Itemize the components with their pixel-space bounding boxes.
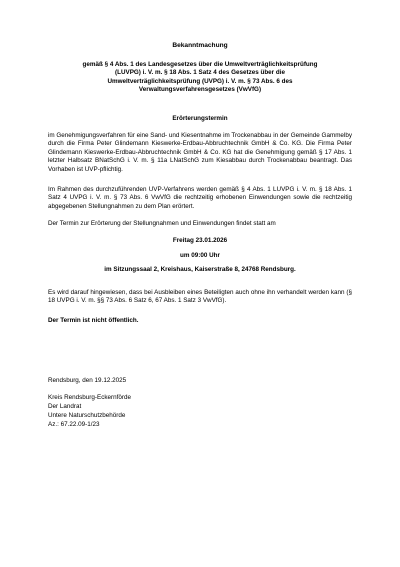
appointment-date: Freitag 23.01.2026 xyxy=(172,236,228,244)
reference-number: Az.: 67.22.09-1/23 xyxy=(48,421,100,429)
legal-basis-line: (LUVPG) i. V. m. § 18 Abs. 1 Satz 4 des Gesetzes über die xyxy=(115,69,285,77)
legal-basis-line: Umweltverträglichkeitsprüfung (UVPG) i. V. m. § 73 Abs. 6 des xyxy=(107,77,293,85)
paragraph-procedure: im Genehmigungsverfahren für eine Sand- und Kiesentnahme im Trockenabbau in der Gemeinde Gammelby durch die Firma Peter Glindemann Kieswerke-Erdbau-Abbruchtechnik GmbH & Co. KG. Die Firma Peter Glindemann Kieswerke-Erdbau-Abbruchtechnik GmbH & Co. KG hat die Genehmigung gemäß § 17 Abs. 1 letzter Halbsatz BNatSchG i. V. m. § 11a LNatSchG zum Kiesabbau durch Trockenabbau beantragt. Das Vorhaben ist UVP-pflichtig. xyxy=(48,131,352,173)
legal-basis-line: Verwaltungsverfahrensgesetzes (VwVfG) xyxy=(138,86,262,94)
document-title: Bekanntmachung xyxy=(172,42,228,49)
appointment-time: um 09:00 Uhr xyxy=(180,251,220,259)
authority-head: Der Landrat xyxy=(48,403,82,411)
paragraph-appointment-intro: Der Termin zur Erörterung der Stellungnahmen und Einwendungen findet statt am xyxy=(48,220,276,228)
appointment-place: im Sitzungssaal 2, Kreishaus, Kaiserstraße 8, 24768 Rendsburg. xyxy=(104,266,296,274)
authority-name: Kreis Rendsburg-Eckernförde xyxy=(48,394,131,402)
paragraph-notice: Es wird darauf hingewiesen, dass bei Ausbleiben eines Beteiligten auch ohne ihn verhandelt werden kann (§ 18 UVPG i. V. m. §§ 73 Abs. 6 Satz 6, 67 Abs. 1 Satz 3 VwVfG). xyxy=(48,288,352,305)
signature-block xyxy=(48,377,352,430)
authority-department: Untere Naturschutzbehörde xyxy=(48,412,126,420)
not-public-notice: Der Termin ist nicht öffentlich. xyxy=(48,316,139,324)
document-subtitle: Erörterungstermin xyxy=(172,114,228,122)
legal-basis-line: gemäß § 4 Abs. 1 des Landesgesetzes über die Umweltverträglichkeitsprüfung xyxy=(82,60,318,68)
paragraph-scope: Im Rahmen des durchzuführenden UVP-Verfahrens werden gemäß § 4 Abs. 1 LUVPG i. V. m. § 18 Abs. 1 Satz 4 UVPG i. V. m. § 73 Abs. 6 VwVfG die rechtzeitig erhobenen Einwendungen sowie die rechtzeitig abgegebenen Stellungnahmen zu dem Plan erörtert. xyxy=(48,185,352,210)
signature-date: Rendsburg, den 19.12.2025 xyxy=(48,377,127,385)
legal-basis xyxy=(48,61,352,95)
